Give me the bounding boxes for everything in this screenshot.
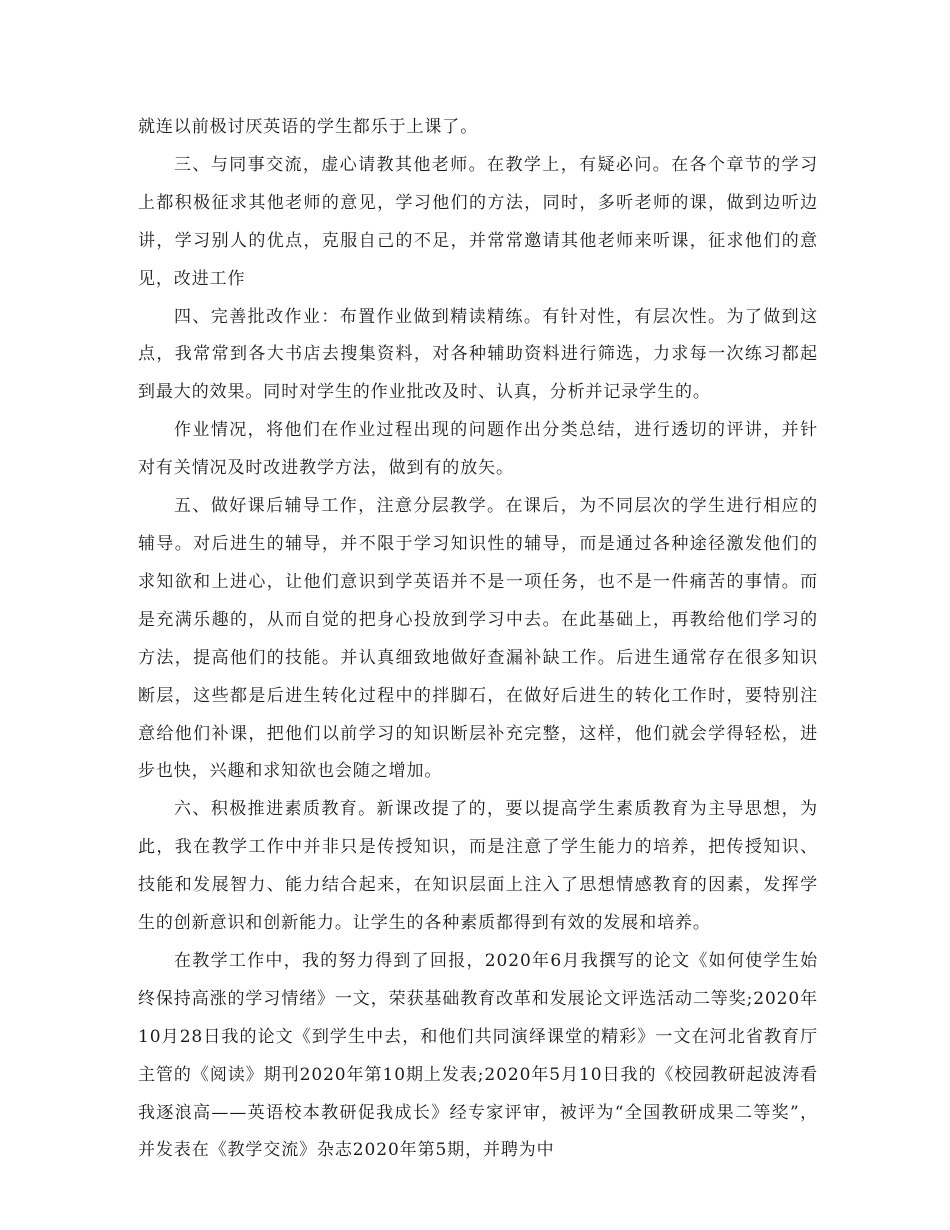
document-body [138,109,818,1170]
paragraph-continuation: 就连以前极讨厌英语的学生都乐于上课了。 [138,117,479,137]
paragraph-homework-correction: 四、完善批改作业：布置作业做到精读精练。有针对性，有层次性。为了做到这点，我常常到各大书店去搜集资料，对各种辅助资料进行筛选，力求每一次练习都起到最大的效果。同时对学生的作业批改及时、认真，分析并记录学生的。 [138,306,818,403]
paragraph-quality-education: 六、积极推进素质教育。新课改提了的，要以提高学生素质教育为主导思想，为此，我在教学工作中并非只是传授知识，而是注意了学生能力的培养，把传授知识、技能和发展智力、能力结合起来，在知识层面上注入了思想情感教育的因素，发挥学生的创新意识和创新能力。让学生的各种素质都得到有效的发展和培养。 [138,799,818,934]
paragraph-after-class-tutoring: 五、做好课后辅导工作，注意分层教学。在课后，为不同层次的学生进行相应的辅导。对后进生的辅导，并不限于学习知识性的辅导，而是通过各种途径激发他们的求知欲和上进心，让他们意识到学英语并不是一项任务，也不是一件痛苦的事情。而是充满乐趣的，从而自觉的把身心投放到学习中去。在此基础上，再教给他们学习的方法，提高他们的技能。并认真细致地做好查漏补缺工作。后进生通常存在很多知识断层，这些都是后进生转化过程中的拌脚石，在做好后进生的转化工作时，要特别注意给他们补课，把他们以前学习的知识断层补充完整，这样，他们就会学得轻松，进步也快，兴趣和求知欲也会随之增加。 [138,496,818,782]
paragraph-homework-situation: 作业情况，将他们在作业过程出现的问题作出分类总结，进行透切的评讲，并针对有关情况及时改进教学方法，做到有的放矢。 [138,420,818,479]
paragraph-achievements: 在教学工作中，我的努力得到了回报，2020年6月我撰写的论文《如何使学生始终保持高涨的学习情绪》一文，荣获基础教育改革和发展论文评选活动二等奖;2020年10月28日我的论文《到学生中去，和他们共同演绎课堂的精彩》一文在河北省教育厅主管的《阅读》期刊2020年第10期上发表;2020年5月10日我的《校园教研起波涛看我逐浪高——英语校本教研促我成长》经专家评审，被评为“全国教研成果二等奖”，并发表在《教学交流》杂志2020年第5期，并聘为中 [138,950,818,1161]
paragraph-colleague-exchange: 三、与同事交流，虚心请教其他老师。在教学上，有疑必问。在各个章节的学习上都积极征求其他老师的意见，学习他们的方法，同时，多听老师的课，做到边听边讲，学习别人的优点，克服自己的不足，并常常邀请其他老师来听课，征求他们的意见，改进工作 [138,154,818,289]
